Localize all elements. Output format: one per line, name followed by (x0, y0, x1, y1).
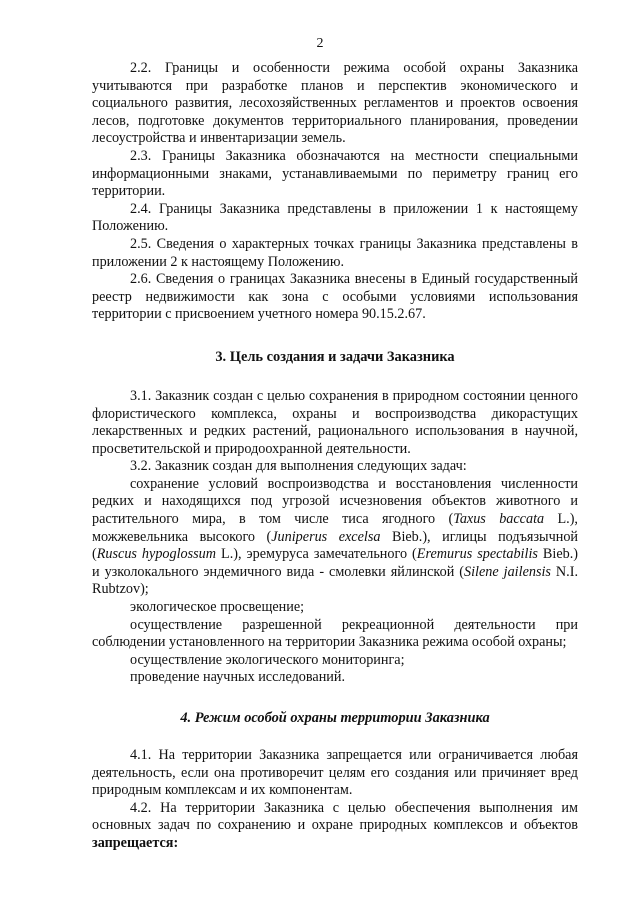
task-item-education: экологическое просвещение; (130, 599, 305, 616)
paragraph-2-2: 2.2. Границы и особенности режима особой охраны Заказника учитываются при разработке планов и перспектив экономического и социального развития, лесохозяйственных регламентов и проектов освоения лесов, подготовке документов территориального планирования, проведении лесоустройства и инвентаризации земель. (92, 60, 578, 147)
paragraph-2-4: 2.4. Границы Заказника представлены в приложении 1 к настоящему Положению. (92, 200, 578, 235)
latin-name: Silene jailensis (464, 563, 551, 580)
document-body (92, 60, 578, 853)
task-item-monitoring: осуществление экологического мониторинга; (130, 651, 405, 668)
latin-name: Juniperus excelsa (271, 528, 381, 545)
paragraph-2-3: 2.3. Границы Заказника обозначаются на местности специальными информационными знаками, устанавливаемыми по периметру границ его территории. (92, 147, 578, 200)
paragraph-2-5: 2.5. Сведения о характерных точках границы Заказника представлены в приложении 2 к настоящему Положению. (92, 235, 578, 270)
paragraph-4-1: 4.1. На территории Заказника запрещается или ограничивается любая деятельность, если она противоречит целям его создания или причиняет вред природным комплексам и их компонентам. (92, 747, 578, 799)
latin-name: Taxus baccata (453, 511, 545, 528)
section-4-heading: 4. Режим особой охраны территории Заказника (180, 710, 490, 726)
page-number: 2 (316, 36, 324, 51)
section-3-heading: 3. Цель создания и задачи Заказника (215, 348, 455, 365)
paragraph-4-2: 4.2. На территории Заказника с целью обеспечения выполнения им основных задач по сохранению и охране природных комплексов и объектов запрещается: (92, 799, 578, 851)
latin-name: Eremurus spectabilis (416, 546, 538, 563)
task-item-conservation: сохранение условий воспроизводства и восстановления численности редких и находящихся под угрозой исчезновения объектов животного и растительного мира, в том числе тиса ягодного (Taxus baccata L.), можжевельника высокого (Juniperus excelsa Bieb.), иглицы подъязычной (Ruscus hypoglossum L.), эремуруса замечательного (Eremurus spectabilis Bieb.) и узколокального эндемичного вида - смолевки яйлинской (Silene jailensis N.I. Rubtzov); (92, 475, 579, 598)
latin-name: Ruscus hypoglossum (96, 546, 217, 563)
paragraph-2-6: 2.6. Сведения о границах Заказника внесены в Единый государственный реестр недвижимости как зона с особыми условиями использования территории с присвоением учетного номера 90.15.2.67. (92, 271, 578, 323)
task-item-recreation: осуществление разрешенной рекреационной деятельности при соблюдении установленного на территории Заказника режима особой охраны; (92, 616, 578, 651)
task-item-research: проведение научных исследований. (130, 669, 346, 686)
paragraph-3-1: 3.1. Заказник создан с целью сохранения в природном состоянии ценного флористического комплекса, охраны и воспроизводства дикорастущих лекарственных и редких растений, рационального использования в научной, просветительской и природоохранной деятельности. (92, 387, 578, 457)
paragraph-3-2: 3.2. Заказник создан для выполнения следующих задач: (130, 458, 467, 475)
prohibited-label: запрещается: (92, 834, 179, 851)
